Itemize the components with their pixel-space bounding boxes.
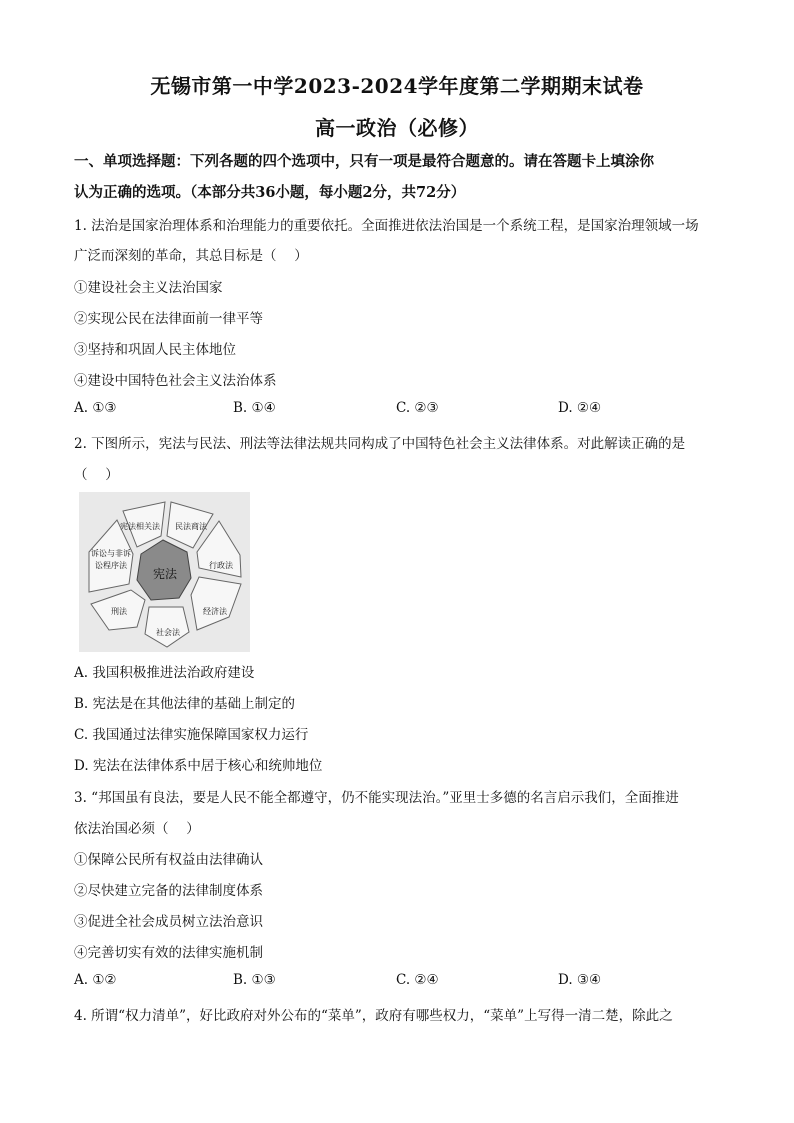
- q3-stem-line1: 3. “邦国虽有良法，要是人民不能全都遵守，仍不能实现法治。”亚里士多德的名言启示我们，全面推进: [74, 790, 679, 806]
- legal-system-diagram: [79, 492, 250, 652]
- q1-item: ③坚持和巩固人民主体地位: [74, 342, 236, 358]
- section-heading-line1: 一、单项选择题：下列各题的四个选项中，只有一项是最符合题意的。请在答题卡上填涂你: [74, 153, 654, 170]
- q3-option-d[interactable]: D. ③④: [558, 972, 602, 988]
- q3-option-b[interactable]: B. ①③: [233, 972, 276, 988]
- diagram-label: 民法商法: [175, 522, 207, 531]
- diagram-label: 诉讼与非诉: [91, 549, 131, 558]
- legal-system-diagram-svg: [79, 492, 250, 652]
- diagram-petal: [191, 577, 241, 630]
- q3-item: ②尽快建立完备的法律制度体系: [74, 883, 263, 899]
- q1-item: ②实现公民在法律面前一律平等: [74, 311, 263, 327]
- q3-option-c[interactable]: C. ②④: [396, 972, 439, 988]
- q3-item: ①保障公民所有权益由法律确认: [74, 852, 263, 868]
- q2-option-d[interactable]: D. 宪法在法律体系中居于核心和统帅地位: [74, 758, 323, 774]
- q3-option-a[interactable]: A. ①②: [74, 972, 117, 988]
- q1-option-c[interactable]: C. ②③: [396, 400, 439, 416]
- diagram-label: 行政法: [209, 561, 233, 570]
- diagram-label: 宪法相关法: [120, 522, 160, 531]
- q2-option-c[interactable]: C. 我国通过法律实施保障国家权力运行: [74, 727, 309, 743]
- q1-stem-line2: 广泛而深刻的革命，其总目标是（ ）: [74, 248, 308, 264]
- q2-stem-line1: 2. 下图所示，宪法与民法、刑法等法律法规共同构成了中国特色社会主义法律体系。对此解读正确的是: [74, 436, 686, 452]
- q2-option-a[interactable]: A. 我国积极推进法治政府建设: [74, 665, 255, 681]
- q3-item: ④完善切实有效的法律实施机制: [74, 945, 263, 961]
- q1-stem-line1: 1. 法治是国家治理体系和治理能力的重要依托。全面推进依法治国是一个系统工程，是国家治理领域一场: [74, 218, 699, 234]
- q1-item: ④建设中国特色社会主义法治体系: [74, 373, 277, 389]
- exam-title: 无锡市第一中学2023-2024学年度第二学期期末试卷: [150, 74, 644, 98]
- diagram-label: 经济法: [203, 607, 227, 616]
- q1-option-b[interactable]: B. ①④: [233, 400, 276, 416]
- q1-option-d[interactable]: D. ②④: [558, 400, 602, 416]
- q4-stem-line1: 4. 所谓“权力清单”，好比政府对外公布的“菜单”，政府有哪些权力，“菜单”上写得一清二楚，除此之: [74, 1008, 673, 1024]
- diagram-label: 社会法: [156, 628, 180, 637]
- diagram-petal: [145, 607, 189, 647]
- q3-item: ③促进全社会成员树立法治意识: [74, 914, 263, 930]
- diagram-label: 讼程序法: [95, 561, 127, 570]
- q2-stem-line2: （ ）: [74, 467, 119, 483]
- exam-subtitle: 高一政治（必修）: [315, 116, 479, 140]
- section-heading-line2: 认为正确的选项。（本部分共36小题，每小题2分，共72分）: [74, 184, 466, 201]
- q1-option-a[interactable]: A. ①③: [74, 400, 117, 416]
- diagram-label: 刑法: [111, 607, 127, 616]
- q1-item: ①建设社会主义法治国家: [74, 280, 223, 296]
- q2-option-b[interactable]: B. 宪法是在其他法律的基础上制定的: [74, 696, 296, 712]
- q3-stem-line2: 依法治国必须（ ）: [74, 821, 200, 837]
- diagram-center-label: 宪法: [152, 567, 178, 581]
